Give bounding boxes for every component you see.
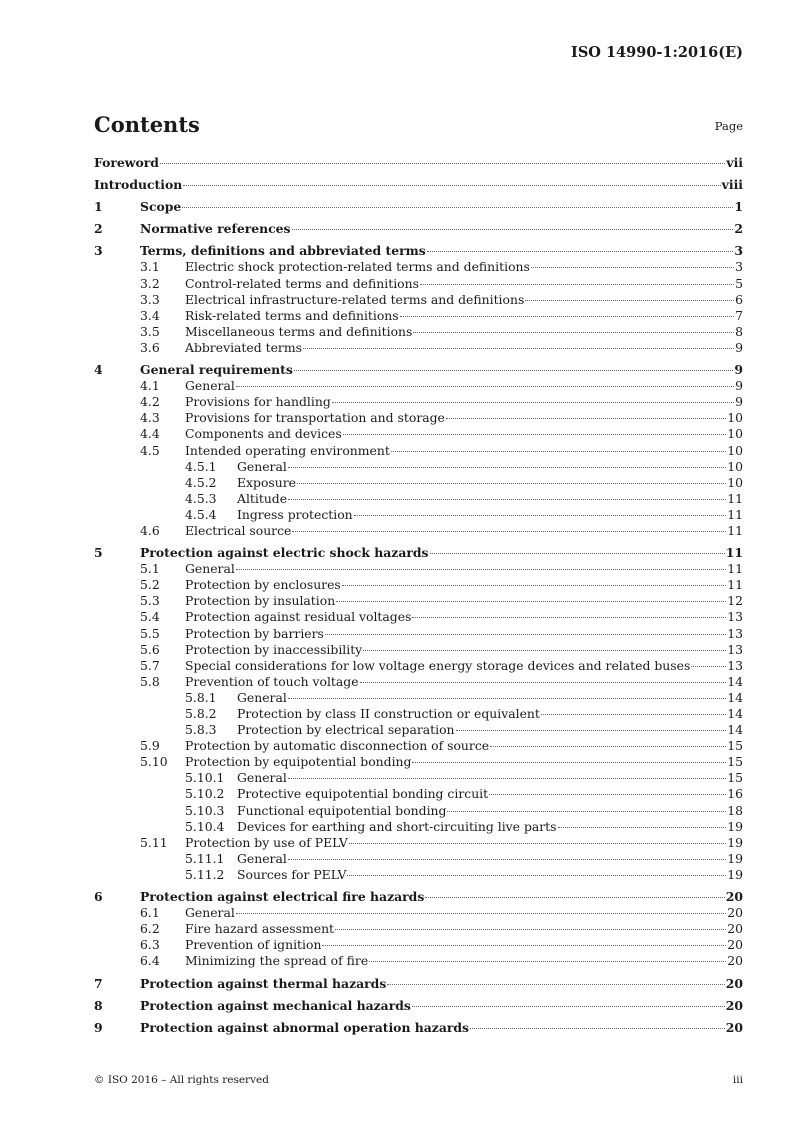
toc-entry[interactable] [94, 561, 743, 577]
toc-entry-title: Electric shock protection-related terms and definitions [185, 259, 530, 275]
toc-entry-number: 2 [94, 221, 103, 237]
toc-entry-page: 1 [734, 199, 743, 215]
toc-entry-page: 12 [727, 593, 743, 609]
toc-entry-title: Protection by equipotential bonding [185, 754, 412, 770]
toc-entry-number: 4.5 [140, 442, 160, 458]
toc-entry[interactable] [94, 690, 743, 706]
toc-entry[interactable] [94, 243, 743, 259]
toc-entry-page: 10 [727, 458, 743, 474]
toc-entry-title: Protection by class II construction or equivalent [237, 706, 540, 721]
toc-entry-number: 3 [94, 243, 103, 259]
toc-entry[interactable] [94, 593, 743, 609]
toc-entry-title: Protection against residual voltages [185, 609, 412, 625]
toc-entry-title: Protection by barriers [185, 625, 324, 641]
toc-entry[interactable] [94, 324, 743, 340]
toc-entry-title: Functional equipotential bonding [237, 802, 447, 818]
dot-leader [332, 401, 734, 403]
toc-entry[interactable] [94, 523, 743, 539]
toc-entry-page: 20 [727, 953, 743, 969]
page-column-label: Page [714, 119, 743, 133]
dot-leader [292, 228, 734, 230]
toc-entry-title: Protection by automatic disconnection of source [185, 738, 490, 754]
toc-entry-number: 5.9 [140, 738, 160, 754]
toc-entry-page: 16 [727, 786, 743, 802]
toc-entry-title: General requirements [140, 362, 293, 378]
toc-entry-number: 3.2 [140, 275, 160, 291]
toc-entry-page: 11 [727, 561, 743, 577]
toc-entry[interactable] [94, 921, 743, 937]
toc-entry-page: 14 [727, 706, 743, 721]
toc-entry-number: 3.5 [140, 323, 160, 339]
toc-entry-page: 14 [727, 673, 743, 689]
toc-entry[interactable] [94, 426, 743, 442]
toc-entry-page: 13 [727, 641, 743, 657]
toc-entry-number: 6 [94, 889, 103, 905]
toc-entry-page: 3 [734, 243, 743, 259]
toc-entry-title: Special considerations for low voltage energy storage devices and related buses [185, 657, 691, 673]
toc-entry[interactable] [94, 378, 743, 394]
toc-entry-page: 2 [734, 221, 743, 237]
dot-leader [297, 482, 726, 484]
toc-entry-page: 11 [727, 506, 743, 522]
toc-entry-number: 5.11.1 [185, 850, 225, 866]
toc-entry[interactable] [94, 905, 743, 921]
dot-leader [336, 600, 726, 602]
toc-entry-number: 5.10.4 [185, 818, 225, 834]
toc-entry-title: Protection against mechanical hazards [140, 997, 411, 1013]
page-number: iii [732, 1074, 743, 1086]
toc-entry-title: Control-related terms and definitions [185, 275, 419, 291]
toc-entry-title: General [237, 458, 287, 474]
dot-leader [292, 530, 726, 532]
toc-entry[interactable] [94, 459, 743, 475]
toc-entry[interactable] [94, 867, 743, 883]
page-footer [94, 1074, 743, 1086]
toc-entry-title: Prevention of touch voltage [185, 673, 359, 689]
toc-entry-number: 5.4 [140, 609, 160, 625]
toc-entry-page: 14 [727, 722, 743, 738]
toc-entry-title: Protection against electric shock hazards [140, 545, 429, 561]
copyright-notice: © ISO 2016 – All rights reserved [94, 1074, 269, 1086]
dot-leader [430, 552, 725, 554]
toc-entry-number: 8 [94, 997, 103, 1013]
dot-leader [420, 283, 734, 285]
dot-leader [400, 315, 734, 317]
dot-leader [525, 299, 734, 301]
dot-leader [412, 1005, 725, 1007]
dot-leader [691, 665, 726, 667]
toc-entry-number: 4.4 [140, 426, 160, 442]
dot-leader [531, 266, 734, 268]
toc-entry-number: 6.2 [140, 921, 160, 937]
toc-entry-number: 5.5 [140, 625, 160, 641]
toc-entry-title: Devices for earthing and short-circuiting live parts [237, 818, 557, 834]
dot-leader [288, 858, 726, 860]
toc-entry-title: Terms, definitions and abbreviated terms [140, 243, 426, 259]
toc-entry-number: 5.11.2 [185, 866, 225, 882]
toc-entry-page: 15 [727, 738, 743, 754]
dot-leader [427, 250, 734, 252]
dot-leader [343, 433, 726, 435]
toc-entry[interactable] [94, 998, 743, 1014]
toc-entry-number: 5.3 [140, 593, 160, 609]
toc-entry[interactable] [94, 738, 743, 754]
toc-entry[interactable] [94, 642, 743, 658]
toc-entry-page: 11 [727, 522, 743, 538]
toc-entry-page: 14 [727, 689, 743, 705]
toc-entry-page: 18 [727, 802, 743, 818]
toc-entry-number: 5.8.3 [185, 722, 217, 738]
toc-entry-page: 10 [727, 474, 743, 490]
toc-entry-number: 4.5.1 [185, 458, 217, 474]
toc-entry-page: 20 [725, 975, 743, 991]
toc-entry-title: Protection by use of PELV [185, 834, 348, 850]
dot-leader [335, 928, 726, 930]
toc-entry-page: 7 [735, 307, 743, 323]
toc-entry-page: 13 [727, 657, 743, 673]
toc-entry-page: 11 [727, 490, 743, 506]
toc-entry-page: 19 [727, 850, 743, 866]
toc-entry[interactable] [94, 475, 743, 491]
toc-entry-page: 20 [727, 921, 743, 937]
dot-leader [342, 584, 726, 586]
dot-leader [303, 347, 734, 349]
dot-leader [541, 713, 726, 715]
toc-entry-title: General [185, 561, 235, 577]
dot-leader [325, 633, 726, 635]
toc-entry-number: 5.10.3 [185, 802, 225, 818]
toc-entry[interactable] [94, 443, 743, 459]
toc-entry-title: Prevention of ignition [185, 937, 322, 953]
dot-leader [412, 616, 726, 618]
toc-entry-page: 5 [735, 275, 743, 291]
toc-entry-number: 6.1 [140, 905, 160, 921]
toc-entry-page: 11 [725, 545, 743, 561]
toc-entry[interactable] [94, 199, 743, 215]
toc-entry-page: 20 [727, 937, 743, 953]
toc-entry-number: 5.10 [140, 754, 168, 770]
dot-leader [236, 912, 726, 914]
dot-leader [294, 369, 734, 371]
toc-entry-number: 5.6 [140, 641, 160, 657]
toc-entry[interactable] [94, 658, 743, 674]
dot-leader [447, 810, 726, 812]
toc-entry-title: Protection by inaccessibility [185, 641, 363, 657]
toc-entry-title: Scope [140, 199, 182, 215]
toc-entry-number: 5.10.1 [185, 770, 225, 786]
toc-entry-title: Normative references [140, 221, 291, 237]
toc-entry-page: 20 [725, 997, 743, 1013]
toc-entry-number: 4.6 [140, 522, 160, 538]
toc-entry-number: 4.1 [140, 378, 160, 394]
toc-entry-title: Miscellaneous terms and definitions [185, 323, 413, 339]
dot-leader [456, 729, 727, 731]
toc-entry-title: Foreword [94, 155, 159, 170]
toc-entry-number: 4.2 [140, 394, 160, 410]
toc-entry-title: General [237, 689, 287, 705]
toc-entry-page: 6 [735, 291, 743, 307]
toc-entry[interactable] [94, 177, 743, 193]
dot-leader [288, 498, 726, 500]
toc-entry-title: Protective equipotential bonding circuit [237, 786, 489, 802]
toc-entry-number: 5.8 [140, 673, 160, 689]
toc-entry[interactable] [94, 786, 743, 802]
toc-entry-title: Protection against electrical fire hazards [140, 889, 425, 905]
toc-entry[interactable] [94, 276, 743, 292]
toc-entry-number: 4.5.3 [185, 490, 217, 506]
toc-entry[interactable] [94, 706, 743, 722]
toc-entry-number: 5.2 [140, 577, 160, 593]
toc-entry-title: Ingress protection [237, 506, 353, 522]
table-of-contents [94, 155, 743, 1036]
toc-entry-page: 9 [734, 362, 743, 378]
toc-entry-page: 9 [735, 378, 743, 394]
toc-entry-title: Sources for PELV [237, 866, 347, 882]
dot-leader [558, 826, 727, 828]
dot-leader [489, 793, 726, 795]
toc-entry-number: 5.10.2 [185, 786, 225, 802]
toc-entry-number: 5.1 [140, 561, 160, 577]
toc-entry[interactable] [94, 362, 743, 378]
toc-entry-page: 10 [727, 426, 743, 442]
toc-entry-title: General [185, 905, 235, 921]
toc-entry-page: vii [726, 155, 743, 170]
dot-leader [369, 960, 726, 962]
toc-entry-title: Protection by electrical separation [237, 722, 455, 738]
toc-entry-title: Protection by insulation [185, 593, 336, 609]
toc-entry[interactable] [94, 340, 743, 356]
dot-leader [349, 842, 726, 844]
toc-entry-page: 15 [727, 754, 743, 770]
toc-entry-title: General [237, 770, 287, 786]
toc-entry-page: 3 [735, 259, 743, 275]
toc-entry-number: 3.3 [140, 291, 160, 307]
toc-entry-number: 5.8.1 [185, 689, 217, 705]
toc-entry[interactable] [94, 155, 743, 171]
dot-leader [412, 761, 726, 763]
dot-leader [446, 417, 726, 419]
toc-entry[interactable] [94, 835, 743, 851]
toc-entry-title: Abbreviated terms [185, 339, 302, 355]
toc-entry-title: Electrical infrastructure-related terms and definitions [185, 291, 525, 307]
toc-entry-number: 5 [94, 545, 103, 561]
toc-entry[interactable] [94, 976, 743, 992]
toc-entry-title: Provisions for handling [185, 394, 331, 410]
dot-leader [182, 206, 733, 208]
toc-entry-page: 20 [725, 1019, 743, 1035]
toc-entry[interactable] [94, 819, 743, 835]
toc-entry-number: 4 [94, 362, 103, 378]
toc-entry-number: 3.4 [140, 307, 160, 323]
toc-entry[interactable] [94, 889, 743, 905]
toc-entry-title: Protection against thermal hazards [140, 975, 387, 991]
toc-entry[interactable] [94, 803, 743, 819]
toc-entry-number: 4.5.2 [185, 474, 217, 490]
toc-entry-page: 20 [725, 889, 743, 905]
toc-entry-number: 5.11 [140, 834, 168, 850]
dot-leader [387, 983, 724, 985]
toc-entry-page: 9 [735, 394, 743, 410]
toc-entry-number: 5.8.2 [185, 706, 217, 721]
dot-leader [360, 681, 727, 683]
document-id: ISO 14990-1:2016(E) [571, 44, 743, 61]
toc-entry-number: 3.1 [140, 259, 160, 275]
toc-entry-page: 10 [727, 410, 743, 426]
toc-entry-page: 19 [727, 818, 743, 834]
toc-entry-number: 9 [94, 1019, 103, 1035]
toc-entry[interactable] [94, 545, 743, 561]
toc-entry-number: 6.3 [140, 937, 160, 953]
toc-entry-number: 7 [94, 975, 103, 991]
toc-entry[interactable] [94, 410, 743, 426]
dot-leader [363, 649, 726, 651]
toc-entry[interactable] [94, 394, 743, 410]
toc-entry-page: 19 [727, 834, 743, 850]
toc-entry-page: viii [721, 177, 743, 193]
toc-entry-page: 9 [735, 339, 743, 355]
toc-entry-title: Provisions for transportation and storage [185, 410, 445, 426]
toc-entry[interactable] [94, 577, 743, 593]
toc-entry-title: Fire hazard assessment [185, 921, 335, 937]
toc-entry-title: Components and devices [185, 426, 342, 442]
dot-leader [236, 385, 734, 387]
toc-entry-page: 13 [727, 625, 743, 641]
dot-leader [354, 514, 727, 516]
toc-entry-title: Protection by enclosures [185, 577, 341, 593]
toc-entry-title: General [185, 378, 235, 394]
toc-entry[interactable] [94, 770, 743, 786]
toc-entry-page: 8 [735, 323, 743, 339]
dot-leader [322, 944, 726, 946]
dot-leader [413, 331, 734, 333]
toc-entry[interactable] [94, 953, 743, 969]
toc-entry[interactable] [94, 507, 743, 523]
toc-entry-number: 1 [94, 199, 103, 215]
toc-entry[interactable] [94, 674, 743, 690]
dot-leader [288, 697, 726, 699]
toc-entry-page: 11 [727, 577, 743, 593]
dot-leader [288, 777, 726, 779]
toc-entry[interactable] [94, 491, 743, 507]
toc-entry[interactable] [94, 259, 743, 275]
toc-entry-title: Electrical source [185, 522, 292, 538]
toc-entry-page: 20 [727, 905, 743, 921]
toc-entry[interactable] [94, 626, 743, 642]
page-title: Contents [94, 112, 200, 137]
toc-entry-title: General [237, 850, 287, 866]
toc-entry[interactable] [94, 308, 743, 324]
toc-entry-page: 13 [727, 609, 743, 625]
toc-entry[interactable] [94, 851, 743, 867]
toc-entry-number: 5.7 [140, 657, 160, 673]
toc-entry-page: 19 [727, 866, 743, 882]
toc-entry-number: 6.4 [140, 953, 160, 969]
dot-leader [391, 450, 726, 452]
toc-entry[interactable] [94, 221, 743, 237]
dot-leader [425, 896, 724, 898]
toc-entry-title: Minimizing the spread of fire [185, 953, 369, 969]
toc-entry-title: Altitude [237, 490, 288, 506]
toc-entry-title: Introduction [94, 177, 183, 193]
toc-entry-title: Risk-related terms and definitions [185, 307, 399, 323]
dot-leader [490, 745, 726, 747]
toc-entry[interactable] [94, 609, 743, 625]
dot-leader [288, 466, 726, 468]
toc-entry-title: Exposure [237, 474, 297, 490]
dot-leader [236, 568, 726, 570]
toc-entry[interactable] [94, 292, 743, 308]
dot-leader [347, 874, 726, 876]
toc-entry-number: 4.5.4 [185, 506, 217, 522]
toc-entry-number: 4.3 [140, 410, 160, 426]
dot-leader [183, 184, 720, 186]
toc-entry[interactable] [94, 722, 743, 738]
toc-entry[interactable] [94, 1020, 743, 1036]
toc-entry-page: 15 [727, 770, 743, 786]
toc-entry-title: Intended operating environment [185, 442, 390, 458]
toc-entry-title: Protection against abnormal operation hazards [140, 1019, 470, 1035]
toc-entry[interactable] [94, 754, 743, 770]
dot-leader [470, 1027, 725, 1029]
toc-entry-number: 3.6 [140, 339, 160, 355]
toc-entry-page: 10 [727, 442, 743, 458]
toc-entry[interactable] [94, 937, 743, 953]
dot-leader [160, 162, 725, 164]
